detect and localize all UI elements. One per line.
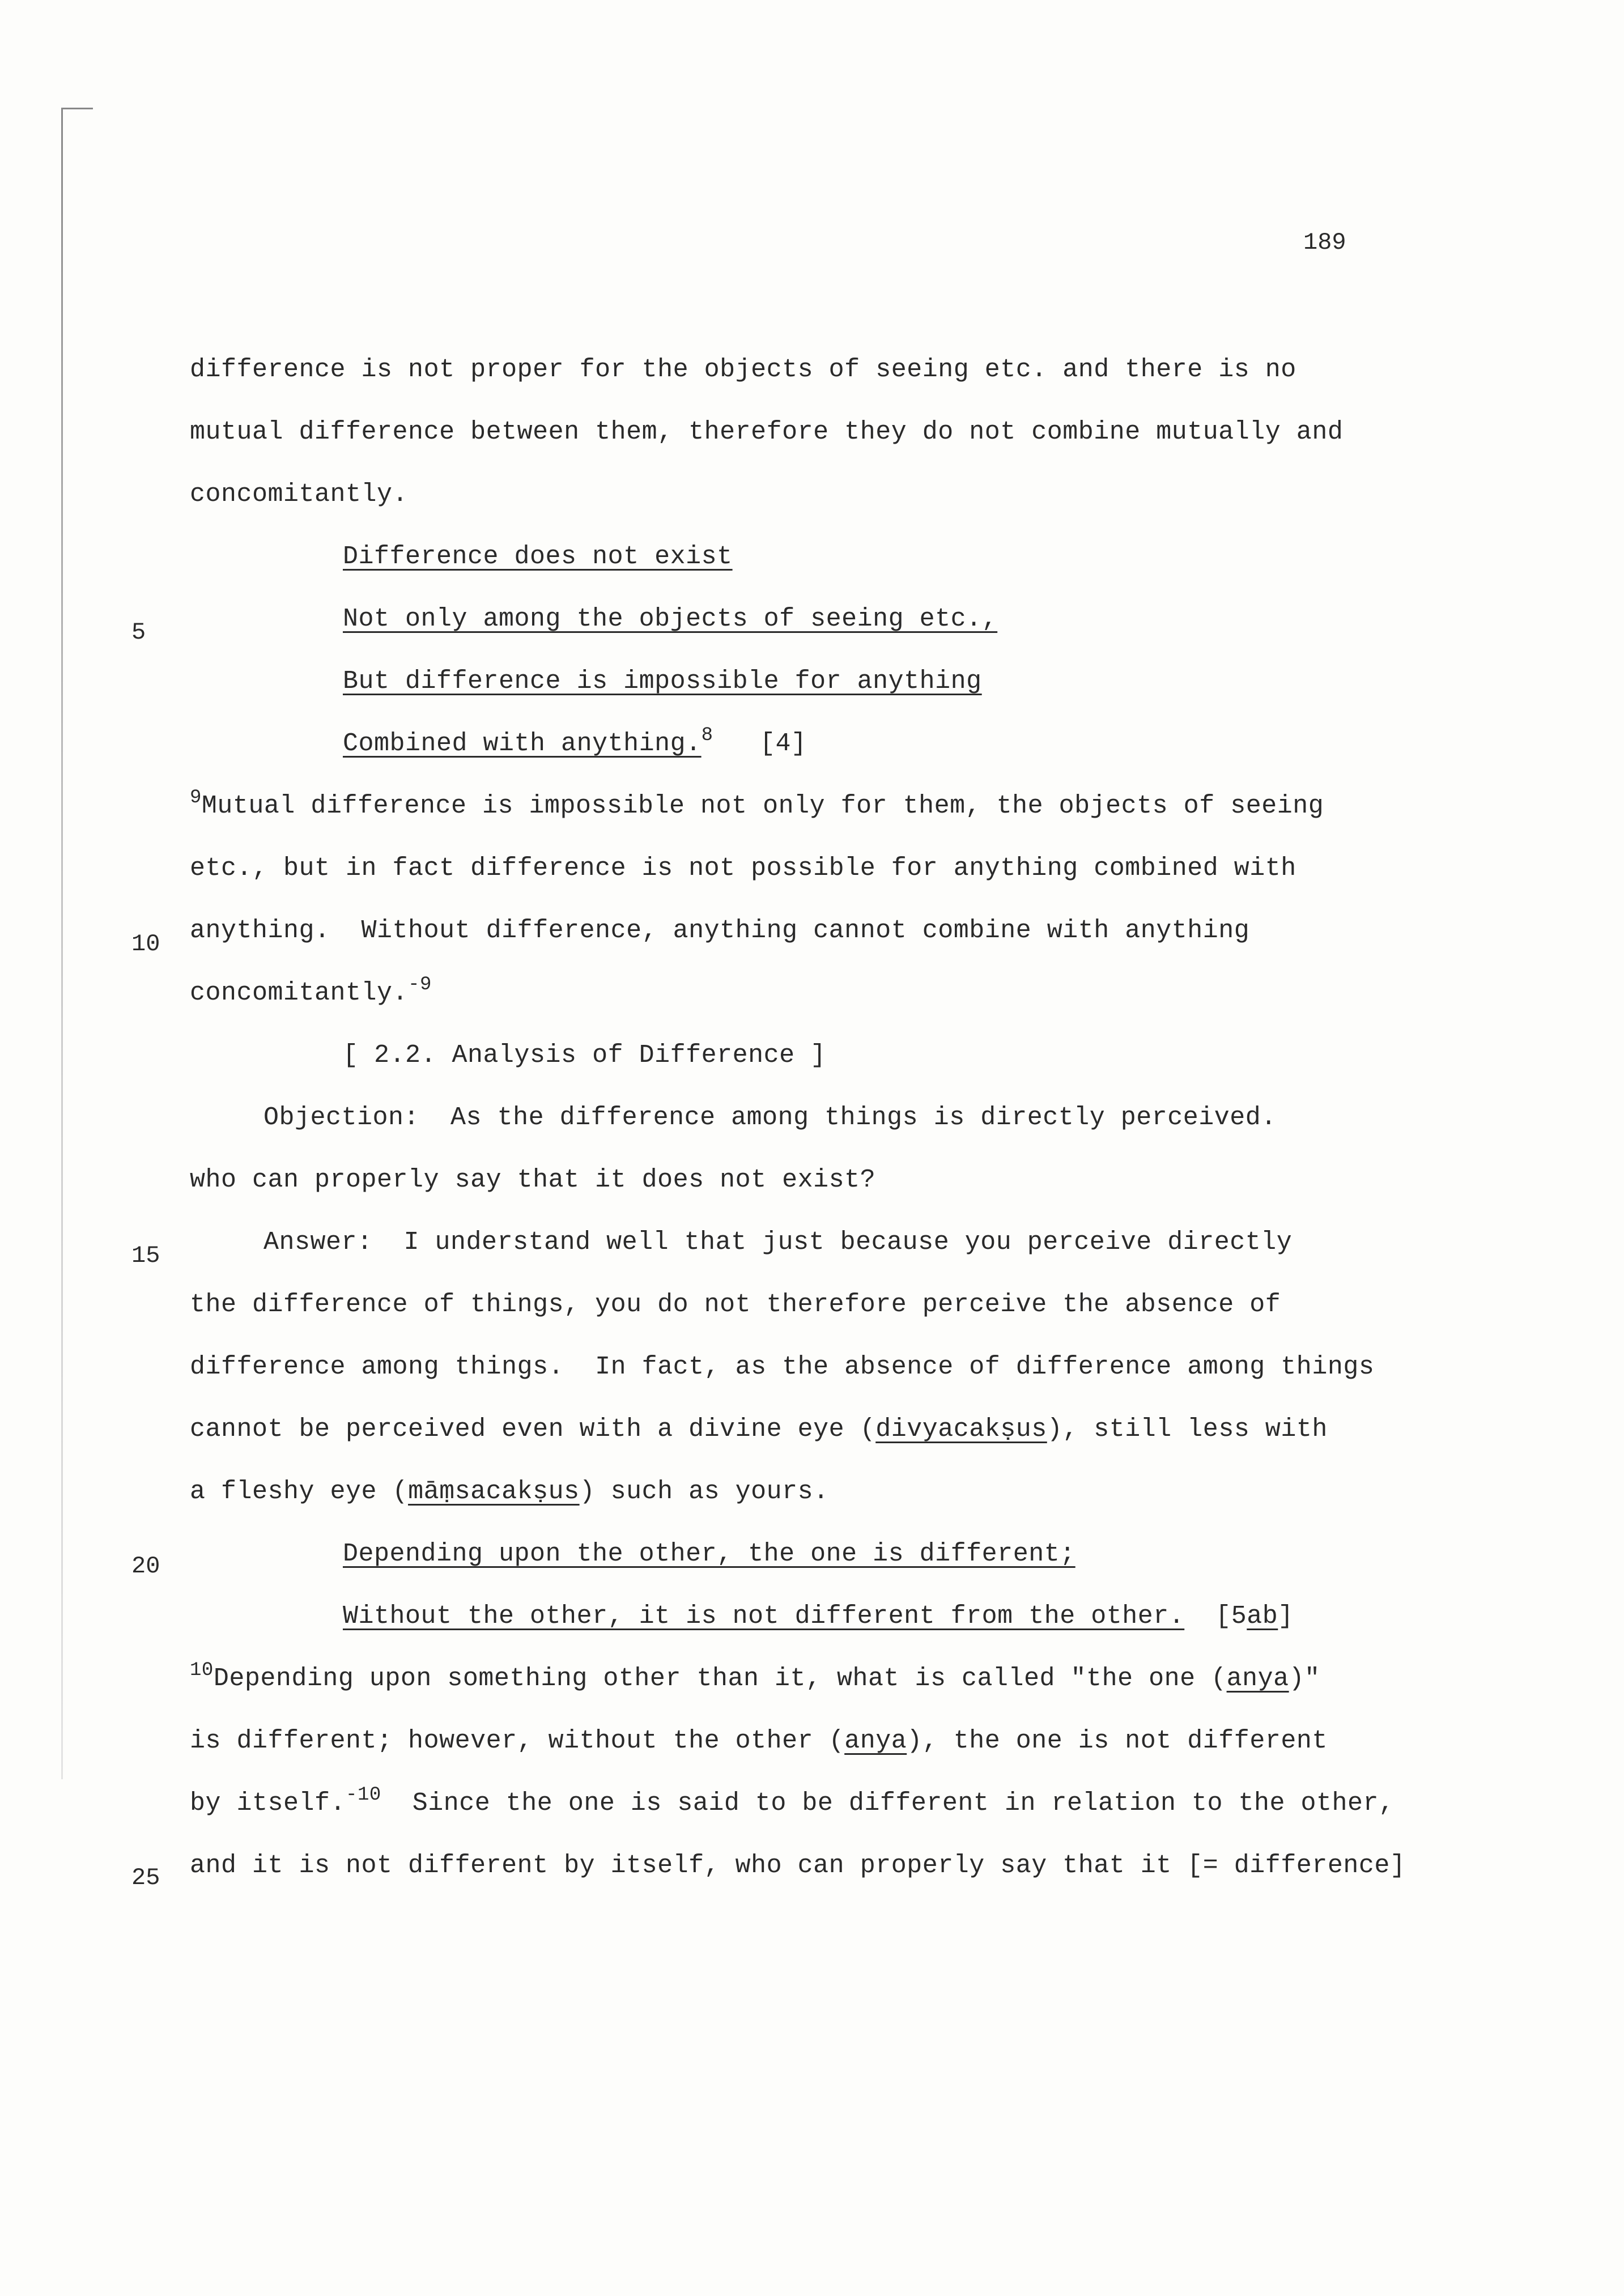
verse-line: Depending upon the other, the one is different; [343, 1540, 1075, 1568]
text-line [190, 974, 432, 1009]
line-number-15: 15 [131, 1242, 160, 1269]
text-span: a fleshy eye ( [190, 1477, 409, 1506]
text-span: by itself. [190, 1789, 346, 1818]
binding-margin-line [61, 108, 63, 1779]
text-line: Answer: I understand well that just because you perceive directly [263, 1228, 1293, 1257]
text-line: etc., but in fact difference is not possible for anything combined with [190, 854, 1296, 883]
verse-text: Combined with anything. [343, 729, 702, 758]
text-line [190, 1476, 829, 1508]
text-span: ), still less with [1047, 1415, 1328, 1444]
footnote-open-marker: 10 [190, 1660, 214, 1681]
verse-line [343, 725, 807, 760]
binding-margin-tick [61, 108, 93, 109]
section-heading: [ 2.2. Analysis of Difference ] [343, 1041, 826, 1070]
footnote-close-marker: -10 [346, 1784, 381, 1806]
text-line: concomitantly. [190, 480, 409, 509]
footnote-close-marker: -9 [408, 974, 432, 996]
text-line [190, 787, 1324, 822]
sanskrit-term: divyacakṣus [875, 1415, 1047, 1444]
text-span: ) such as yours. [579, 1477, 829, 1506]
text-span: )" [1289, 1664, 1320, 1693]
verse-line [343, 1601, 1294, 1632]
line-number-5: 5 [131, 619, 146, 646]
text-line: mutual difference between them, therefore they do not combine mutually and [190, 418, 1344, 447]
sanskrit-term: anya [844, 1727, 907, 1755]
text-span: ), the one is not different [907, 1727, 1328, 1755]
text-line [190, 1660, 1320, 1695]
text-line: anything. Without difference, anything cannot combine with anything [190, 916, 1250, 945]
text-line: who can properly say that it does not exist? [190, 1166, 876, 1194]
text-span: Mutual difference is impossible not only for them, the objects of seeing [201, 792, 1324, 820]
footnote-marker: 8 [701, 725, 713, 746]
text-span: Since the one is said to be different in relation to the other, [381, 1789, 1395, 1818]
text-line [190, 1414, 1328, 1445]
text-line [190, 1784, 1395, 1819]
verse-line: Difference does not exist [343, 542, 733, 571]
text-line: Objection: As the difference among things is directly perceived. [263, 1103, 1277, 1132]
sanskrit-term: anya [1226, 1664, 1289, 1693]
text-span: is different; however, without the other ( [190, 1727, 845, 1755]
line-number-25: 25 [131, 1864, 160, 1891]
verse-line: But difference is impossible for anything [343, 667, 982, 696]
verse-reference-close: ] [1278, 1602, 1294, 1631]
verse-reference: [4] [760, 729, 807, 758]
text-line [190, 1725, 1328, 1757]
text-line: difference among things. In fact, as the absence of difference among things [190, 1353, 1375, 1381]
line-number-20: 20 [131, 1553, 160, 1580]
verse-text: Without the other, it is not different from the other. [343, 1602, 1185, 1631]
verse-reference-part: ab [1247, 1602, 1278, 1631]
text-line: and it is not different by itself, who can properly say that it [= difference] [190, 1851, 1406, 1880]
text-span: concomitantly. [190, 979, 409, 1007]
footnote-open-marker: 9 [190, 787, 202, 809]
line-number-10: 10 [131, 930, 160, 958]
verse-line: Not only among the objects of seeing etc., [343, 605, 998, 633]
text-line: the difference of things, you do not therefore perceive the absence of [190, 1290, 1281, 1319]
text-span: Depending upon something other than it, what is called "the one ( [213, 1664, 1227, 1693]
sanskrit-term: māṃsacakṣus [408, 1477, 580, 1506]
text-line: difference is not proper for the objects of seeing etc. and there is no [190, 355, 1296, 384]
page-number: 189 [1303, 229, 1346, 256]
verse-reference: [5 [1215, 1602, 1247, 1631]
text-span: cannot be perceived even with a divine eye ( [190, 1415, 876, 1444]
